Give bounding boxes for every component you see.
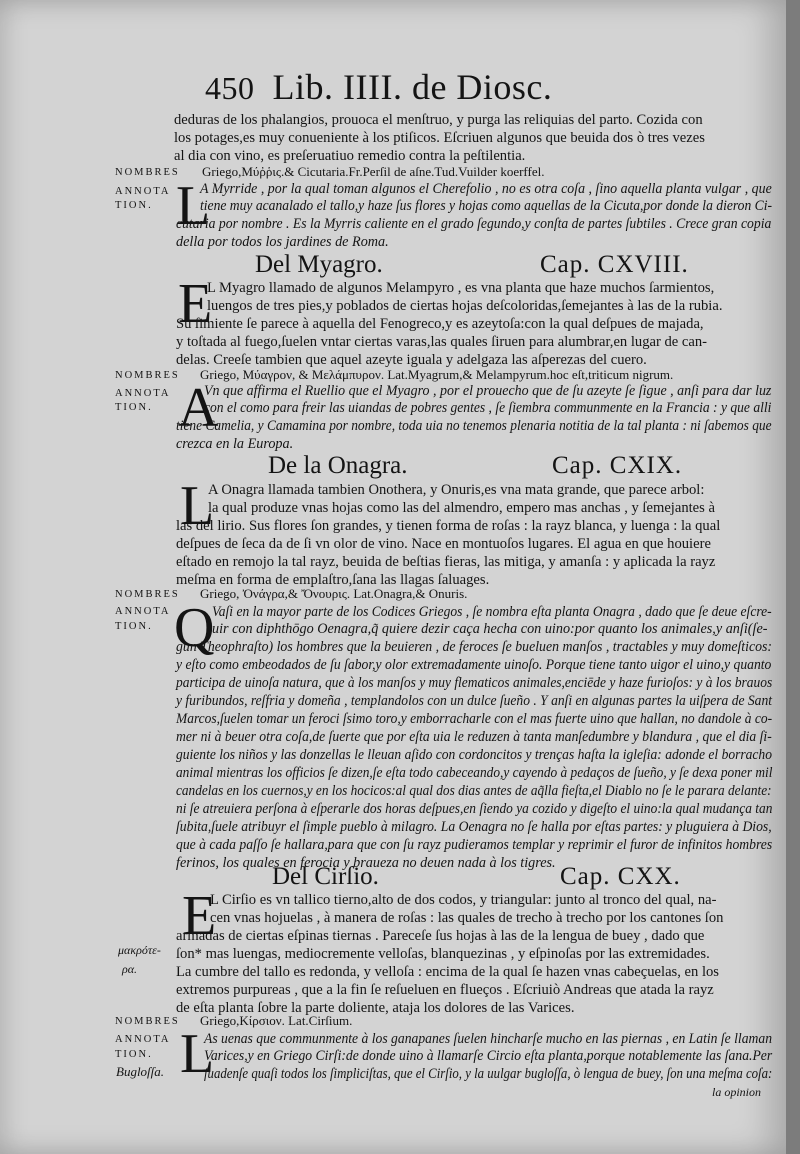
chapter-title: Del Cirſio. [272,863,379,890]
nombres-line: Griego,Μύῤῥις.& Cicutaria.Fr.Perſil de aſne.Tud.Vuilder koerffel. [202,164,545,179]
text-line: armadas de ciertas eſpinas tiernas . Pareceſe ſus hojas à las de la lengua de buey , dado que [176,928,705,944]
side-label-tion: TION. [115,621,153,632]
annotation-line: mer ni à beuer otra coſa,de ſuerte que por eſta uia le reduzen à tanta manſedumbre y blandura , que el dia ſi- [176,729,772,745]
side-label-tion: TION. [115,200,153,211]
side-label-annota: ANNOTA [115,606,171,617]
annotation-line: Varices,y en Griego Cirſi:de donde uino à llamarſe Circio eſta planta,porque notablemente las ſana.Per [204,1048,773,1064]
annotation-line: tiene Camelia, y Camamina por nombre, toda uia no tenemos plenaria notitia de la tal planta : ni ſabemos que [176,418,772,434]
side-label-nombres: NOMBRES [115,167,180,178]
page-header [205,66,552,108]
side-label-tion: TION. [115,402,153,413]
text-line: A Onagra llamada tambien Onothera, y Onuris,es vna mata grande, que parece arbol: [208,482,705,498]
annotation-line: con el como para freir las uiandas de pobres gentes , ſe ſiembra communmente en la Francia : y que alli [204,400,772,416]
chapter-number: Cap. CXX. [560,863,681,890]
nombres-line: Griego,Κίρσιον. Lat.Cirſium. [200,1013,353,1028]
annotation-line: guiente los niños y las donzellas le lleuan aſido con cordoncitos y trenças haſta la igleſia: adonde el borracho [176,747,772,763]
drop-cap: L [180,1023,215,1085]
text-line: y toſtada al fuego,ſuelen vntar ciertas varas,las quales ſiruen para alumbrar,en lugar de can- [176,334,708,350]
chapter-title: De la Onagra. [268,452,408,479]
text-line: las del lirio. Sus flores ſon grandes, y tienen forma de roſas : la rayz blanca, y luenga : la qual [176,518,721,534]
side-label-nombres: NOMBRES [115,370,180,381]
annotation-line: della por todos los jardines de Roma. [176,234,389,250]
text-line: delas. Creeſe tambien que aquel azeyte iguala y adelgaza las aſperezas del cuero. [176,352,647,368]
annotation-line: que à cada paſſo ſe hallara,para que con ſu rayz pudieramos templar y reprimir el furor de infinitos hombres [176,837,773,853]
text-line: al dia con vino, es preſeruatiuo remedio contra la peſtilentia. [174,148,526,164]
annotation-line: Vn que affirma el Ruellio que el Myagro , por el prouecho que de ſu azeyte ſe ſigue , anſi para dar luz [204,383,772,399]
drop-cap: L [176,175,211,237]
annotation-line: gun Theophraſto) los hombres que la beuieren , de feroces ſe bueluen manſos , tractables y muy domeſticos: [176,639,773,655]
text-line: luengos de tres pies,y poblados de ciertas hojas deſcoloridas,ſemejantes à las de la rubia. [207,298,723,314]
text-line: L Myagro llamado de algunos Melampyro , es vna planta que haze muchos ſarmientos, [207,280,715,296]
annotation-line: Marcos,ſuelen tomar un feroci ſsimo toro,y emborracharle con el mas fuerte uino que hallan, no dandole à co- [176,711,773,727]
annotation-line: ſuadenſe quaſi todos los ſimpliciſtas, que el Cirſio, y la uulgar bugloſſa, ò lengua de buey, ſon una meſma coſa: [204,1066,773,1082]
annotation-line: A Myrride , por la qual toman algunos el Cherefolio , no es otra coſa , ſino aquella planta vulgar , que [200,181,772,197]
annotation-line: y eſto como embeodados de ſu ſabor,y olor extremadamente uinoſo. Porque tiene tanto uigor el uino,y quanto [176,657,772,673]
text-line: La cumbre del tallo es redonda, y velloſa : encima de la qual ſe hazen vnas cabeçuelas, en los [176,964,719,980]
drop-cap: E [182,885,217,947]
text-line: cen vnas hojuelas , à manera de roſas : las quales de trecho à trecho por los cantones ſon [210,910,724,926]
annotation-line: ſubita,ſuele atribuyr el ſimple pueblo à milagro. La Oenagra no ſe halla por eſtas partes: y pluguiera à Dios, [176,819,772,835]
text-line: de eſta planta ſobre la parte doliente, ataja los dolores de las Varices. [176,1000,575,1016]
catchword: la opinion [712,1085,762,1099]
text-line: extremos purpureas , que a la fin ſe reſueluen en flueços . Eſcriuiò Andreas que atada la rayz [176,982,714,998]
annotation-line: y furibundos, reſfria y domeña , templandolos con un dulce ſueño . Y anſi en algunas partes la uiſpera de Sant [176,693,772,709]
page-binding-edge [786,0,800,1154]
margin-note-greek: ρα. [122,962,138,976]
chapter-number: Cap. CXVIII. [540,251,689,278]
chapter-title: Del Myagro. [255,251,383,278]
annotation-line: tiene muy acanalado el tallo,y haze ſus flores y hojas como aquellas de la Cicuta,por donde la dieron Ci- [200,198,773,214]
annotation-line: crezca en la Europa. [176,436,294,452]
text-line: los potages,es muy conueniente à los ptiſicos. Eſcriuen algunos que beuida dos ò tres vezes [174,130,705,146]
side-label-annota: ANNOTA [115,1034,171,1045]
annotation-line: participa de uinoſa natura, que à los manſos y muy flematicos animales,enciēde y haze furioſos: y à los brauos [176,675,773,691]
text-line: L Cirſio es vn tallico tierno,alto de dos codos, y triangular: junto al tronco del qual, na- [210,892,717,908]
annotation-line: ni ſe atreuiera perſona à eſperarle dos horas deſpues,en ſiendo ya cozido y digeſto el uino:la qual mudança tan [176,801,773,817]
text-line: meſma en forma de emplaſtro,ſana las llagas ſaluages. [176,572,490,588]
chapter-number: Cap. CXIX. [552,452,683,479]
annotation-line: ferinos, los quales en ferocia y braueza no deuen nada à los tigres. [176,855,556,871]
side-label-tion: TION. [115,1049,153,1060]
page-number: 450 [205,70,255,106]
text-line: eſtado en remojo la tal rayz, beuida de beſtias fieras, las mitiga, y amanſa : y aplicada la rayz [176,554,716,570]
drop-cap: Q [174,597,215,659]
text-line: la qual produze vnas hojas como las del almendro, empero mas anchas , y ſemejantes à [208,500,715,516]
side-label-nombres: NOMBRES [115,1016,180,1027]
annotation-line: candelas en los cuernos,y en los hocicos:al qual dos dias antes de aq̃lla fieſta,el Diablo no ſe le parara delante: [176,783,772,799]
drop-cap: A [178,377,219,439]
side-label-nombres: NOMBRES [115,589,180,600]
text-line: ſon* mas luengas, mediocremente velloſas, blanquezinas , y eſpinoſas por las extremidades. [176,946,710,962]
side-label-annota: ANNOTA [115,388,171,399]
annotation-line: animal mientras los officios ſe dizen,ſe eſta todo cabeceando,y cayendo à pedaços de ſueño, y ſe dexa poner mil [176,765,773,781]
annotation-line: uir con diphthōgo Oenagra,q̃ quiere dezir caça hecha con uino:por quanto los animales,y anſi(ſe- [212,621,768,637]
margin-note-buglossa: Bugloſſa. [116,1064,165,1079]
text-line: deduras de los phalangios, prouoca el menſtruo, y purga las reliquias del parto. Cozida con [174,112,703,128]
side-label-annota: ANNOTA [115,186,171,197]
drop-cap: E [178,273,213,335]
drop-cap: L [180,475,215,537]
annotation-line: cutaria por nombre . Es la Myrris caliente en el grado ſegundo,y conſta de partes ſubtiles . Crece gran copia [176,216,772,232]
text-line: deſpues de ſeca da de ſi vn olor de vino. Nace en montuoſos lugares. El agua en que houiere [176,536,711,552]
nombres-line: Griego, Μύαγρον, & Μελάμπυρον. Lat.Myagrum,& Melampyrum.hoc eſt,triticum nigrum. [200,367,674,382]
annotation-line: As uenas que communmente à los ganapanes ſuelen hincharſe mucho en las piernas , en Latin ſe llaman [204,1031,773,1047]
annotation-line: Vaſi en la mayor parte de los Codices Griegos , ſe nombra eſta planta Onagra , dado que ſe deue eſcre- [212,604,772,620]
text-line: Su ſimiente ſe parece à aquella del Fenogreco,y es azeytoſa:con la qual deſpues de majada, [176,316,704,332]
nombres-line: Griego, Ὀνάγρα,& Ὄνουρις. Lat.Onagra,& Onuris. [200,586,468,601]
margin-note-greek: μακρότε- [118,943,161,957]
running-title: Lib. IIII. de Diosc. [272,67,553,107]
